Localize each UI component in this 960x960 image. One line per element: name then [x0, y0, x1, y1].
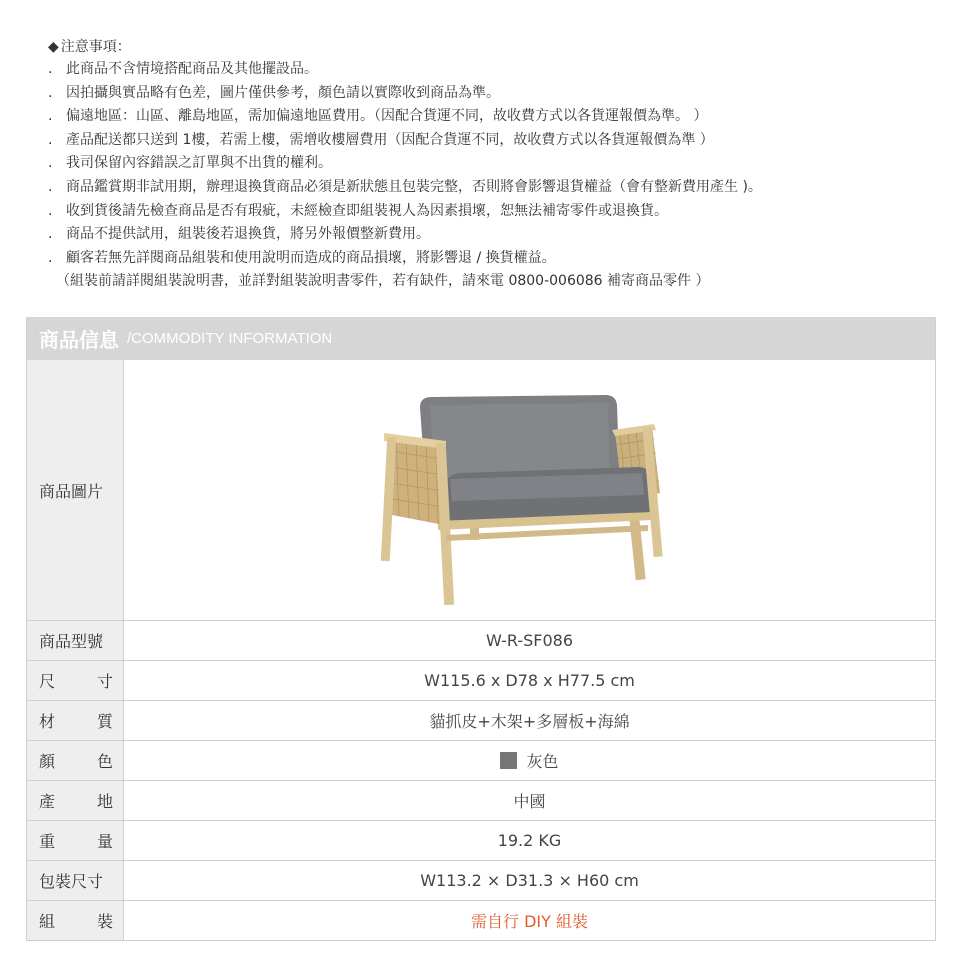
row-label: 重 量 [27, 821, 124, 860]
note-item: . 商品鑑賞期非試用期，辦理退換貨商品必須是新狀態且包裝完整，否則將會影響退貨權益（會有整新費用產生 )。 [48, 178, 762, 195]
row-label: 商品型號 [27, 621, 124, 660]
color-value: 灰色 [526, 752, 559, 771]
weight-value: 19.2 KG [497, 831, 562, 850]
note-item: . 偏遠地區：山區、離島地區，需加偏遠地區費用。（因配合貨運不同，故收費方式以各貨運報價為準。 ） [48, 108, 708, 125]
row-origin [27, 780, 935, 820]
row-assembly [27, 900, 935, 940]
row-label: 材 質 [27, 701, 124, 740]
notes-title-text: 注意事項： [60, 39, 131, 55]
material-value: 貓抓皮+木架+多層板+海綿 [429, 712, 630, 731]
commodity-info-table [26, 317, 936, 941]
row-label: 商品圖片 [27, 360, 124, 620]
row-label: 顏 色 [27, 741, 124, 780]
note-item: . 因拍攝與實品略有色差，圖片僅供參考，顏色請以實際收到商品為準。 [48, 84, 500, 101]
package-size-value: W113.2 × D31.3 × H60 cm [420, 871, 639, 890]
origin-value: 中國 [513, 792, 546, 811]
product-image-cell [124, 360, 935, 620]
row-weight [27, 820, 935, 860]
row-product-image [27, 360, 935, 620]
row-label: 尺 寸 [27, 661, 124, 700]
note-item: . 收到貨後請先檢查商品是否有瑕疵，未經檢查即組裝視人為因素損壞，恕無法補寄零件或退換貨。 [48, 202, 668, 219]
row-size [27, 660, 935, 700]
row-label: 組 裝 [27, 901, 124, 940]
model-value: W-R-SF086 [485, 631, 574, 650]
row-material [27, 700, 935, 740]
row-package-size [27, 860, 935, 900]
color-value-cell [124, 741, 935, 780]
info-header-subtitle: /COMMODITY INFORMATION [127, 330, 333, 347]
diamond-bullet-icon: ◆ [48, 39, 59, 55]
sofa-image [380, 375, 680, 605]
assembly-value: 需自行 DIY 組裝 [471, 912, 588, 931]
notes-section [48, 36, 928, 293]
row-color [27, 740, 935, 780]
note-item: . 此商品不含情境搭配商品及其他擺設品。 [48, 61, 318, 77]
notes-title [48, 36, 928, 58]
notes-footnote: （組裝前請詳閱組裝說明書，並詳對組裝說明書零件，若有缺件，請來電 0800-006086 補寄商品零件 ） [56, 273, 710, 290]
info-header-title: 商品信息 [39, 328, 119, 352]
note-item: . 顧客若無先詳閱商品組裝和使用說明而造成的商品損壞，將影響退 / 換貨權益。 [48, 249, 556, 266]
info-header [27, 317, 935, 360]
row-label: 包裝尺寸 [27, 861, 124, 900]
note-item: . 商品不提供試用，組裝後若退換貨，將另外報價整新費用。 [48, 226, 430, 243]
size-value: W115.6 x D78 x H77.5 cm [424, 671, 635, 690]
note-item: . 我司保留內容錯誤之訂單與不出貨的權利。 [48, 155, 332, 172]
row-label: 產 地 [27, 781, 124, 820]
color-swatch-icon [500, 752, 517, 769]
row-model [27, 620, 935, 660]
note-item: . 產品配送都只送到 1樓，若需上樓，需增收樓層費用（因配合貨運不同，故收費方式以各貨運報價為準 ） [48, 131, 714, 148]
